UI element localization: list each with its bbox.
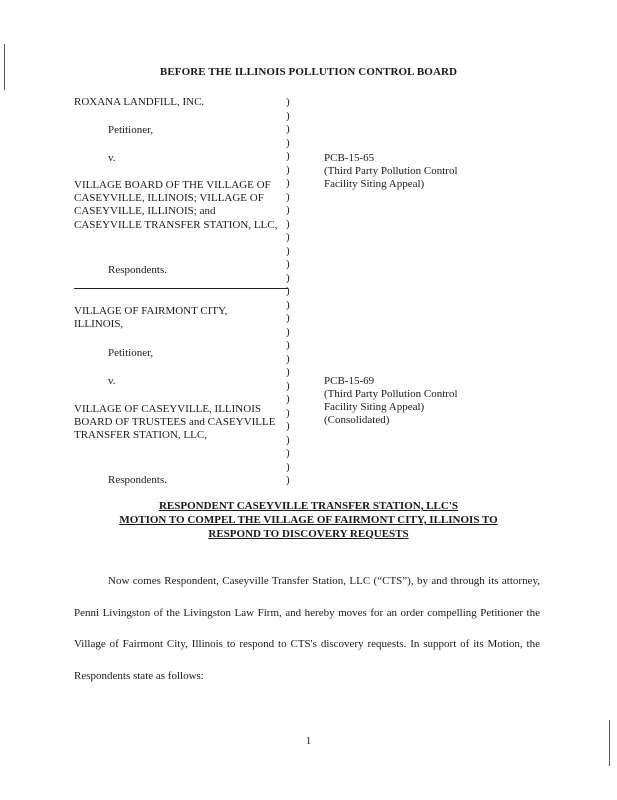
case1-petitioner-role: Petitioner, <box>108 124 154 136</box>
document-title: BEFORE THE ILLINOIS POLLUTION CONTROL BOARD <box>159 66 458 78</box>
case2-case-desc-line3: (Consolidated) <box>324 414 390 426</box>
scan-artifact-right <box>609 720 610 766</box>
scan-artifact-left <box>4 44 5 90</box>
case2-respondent-role: Respondents. <box>108 474 167 486</box>
caption-paren-column: ) ) ) ) ) ) ) ) ) ) ) ) ) ) ) ) ) ) ) ) ) ) ) ) ) ) ) ) ) <box>286 96 290 486</box>
case1-versus: v. <box>108 152 116 164</box>
case2-respondents: VILLAGE OF CASEYVILLE, ILLINOIS BOARD OF TRUSTEES and CASEYVILLE TRANSFER STATION, LLC, <box>74 403 276 442</box>
caption-divider <box>74 288 288 289</box>
case2-case-number: PCB-15-69 <box>324 375 375 387</box>
case1-petitioner-name: ROXANA LANDFILL, INC. <box>74 96 205 108</box>
body-paragraph <box>74 566 540 692</box>
case1-case-number: PCB-15-65 <box>324 152 375 164</box>
case1-case-desc-line2: Facility Siting Appeal) <box>324 178 425 190</box>
motion-heading-line3: RESPOND TO DISCOVERY REQUESTS <box>208 528 409 540</box>
page-number: 1 <box>305 735 312 747</box>
motion-heading-line2: MOTION TO COMPEL THE VILLAGE OF FAIRMONT CITY, ILLINOIS TO <box>119 514 498 526</box>
case2-versus: v. <box>108 375 116 387</box>
motion-heading-line1: RESPONDENT CASEYVILLE TRANSFER STATION, LLC'S <box>158 500 458 512</box>
case2-case-desc-line2: Facility Siting Appeal) <box>324 401 425 413</box>
case1-respondents: VILLAGE BOARD OF THE VILLAGE OF CASEYVILLE, ILLINOIS; VILLAGE OF CASEYVILLE, ILLINOIS; and CASEYVILLE TRANSFER STATION, LLC, <box>74 179 278 231</box>
case2-petitioner-name: VILLAGE OF FAIRMONT CITY, ILLINOIS, <box>74 305 228 331</box>
case1-respondent-role: Respondents. <box>108 264 167 276</box>
case2-petitioner-role: Petitioner, <box>108 347 154 359</box>
body-paragraph-text: Now comes Respondent, Caseyville Transfer Station, LLC (“CTS”), by and through its attorney, Penni Livingston of the Livingston Law Firm, and hereby moves for an order compelling Petitioner the Village of Fairmont City, Illinois to respond to CTS's discovery requests. In support of its Motion, the Respondents state as follows: <box>74 575 540 682</box>
case2-case-desc-line1: (Third Party Pollution Control <box>324 388 458 400</box>
case1-case-desc-line1: (Third Party Pollution Control <box>324 165 458 177</box>
